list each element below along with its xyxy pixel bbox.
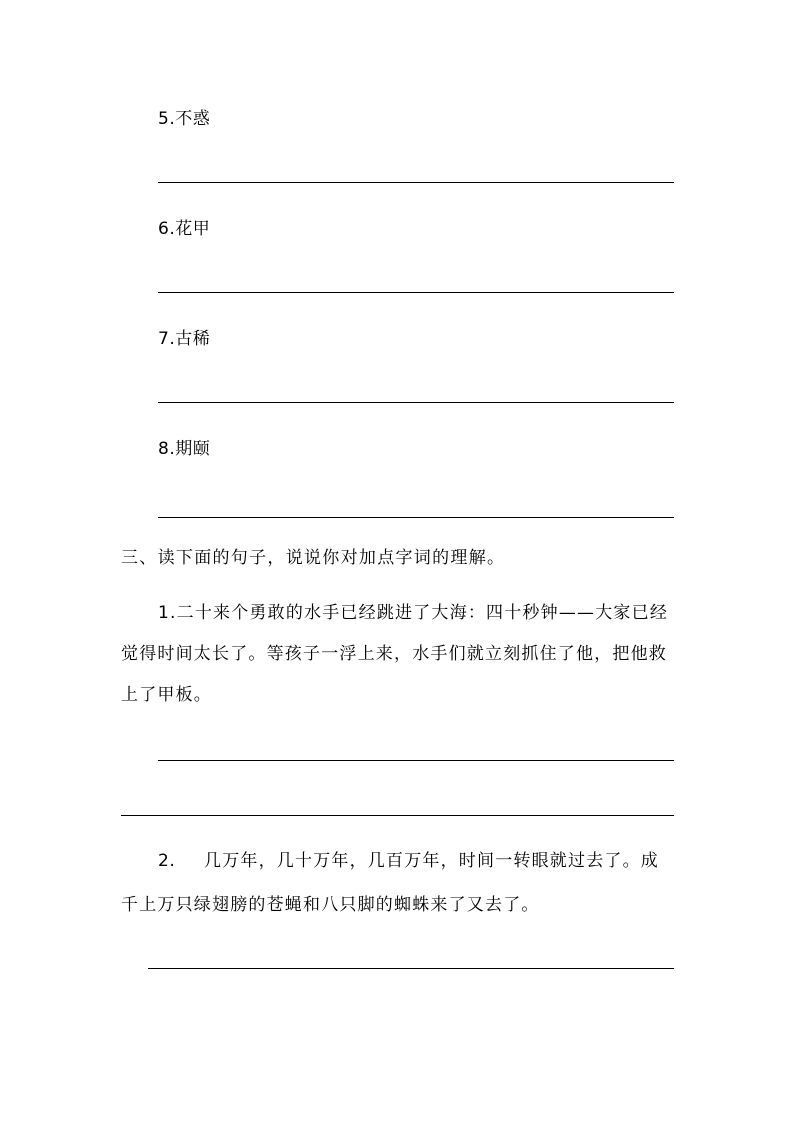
answer-line-item-7: [158, 402, 674, 403]
item-6-label: 6.花甲: [158, 219, 211, 239]
item-8-label: 8.期颐: [158, 439, 211, 459]
item-5-label: 5.不惑: [158, 109, 211, 129]
item-7-label: 7.古稀: [158, 329, 211, 349]
answer-line-q2: [148, 968, 674, 969]
answer-line-item-5: [158, 182, 674, 183]
answer-line-item-6: [158, 292, 674, 293]
answer-line-item-8: [158, 517, 674, 518]
question-1-text: 1.二十来个勇敢的水手已经跳进了大海：四十秒钟——大家已经觉得时间太长了。等孩子一浮上来，水手们就立刻抓住了他，把他救上了甲板。: [121, 603, 669, 705]
question-2-line-2: 千上万只绿翅膀的苍蝇和八只脚的蜘蛛来了又去了。: [121, 895, 540, 915]
section-3-heading: 三、读下面的句子，说说你对加点字词的理解。: [121, 548, 506, 568]
question-2-line-1: 几万年，几十万年，几百万年，时间一转眼就过去了。成: [204, 851, 659, 871]
question-2-number: 2.: [158, 851, 176, 871]
answer-line-q1-a: [158, 760, 674, 761]
answer-line-q1-b: [121, 815, 674, 816]
